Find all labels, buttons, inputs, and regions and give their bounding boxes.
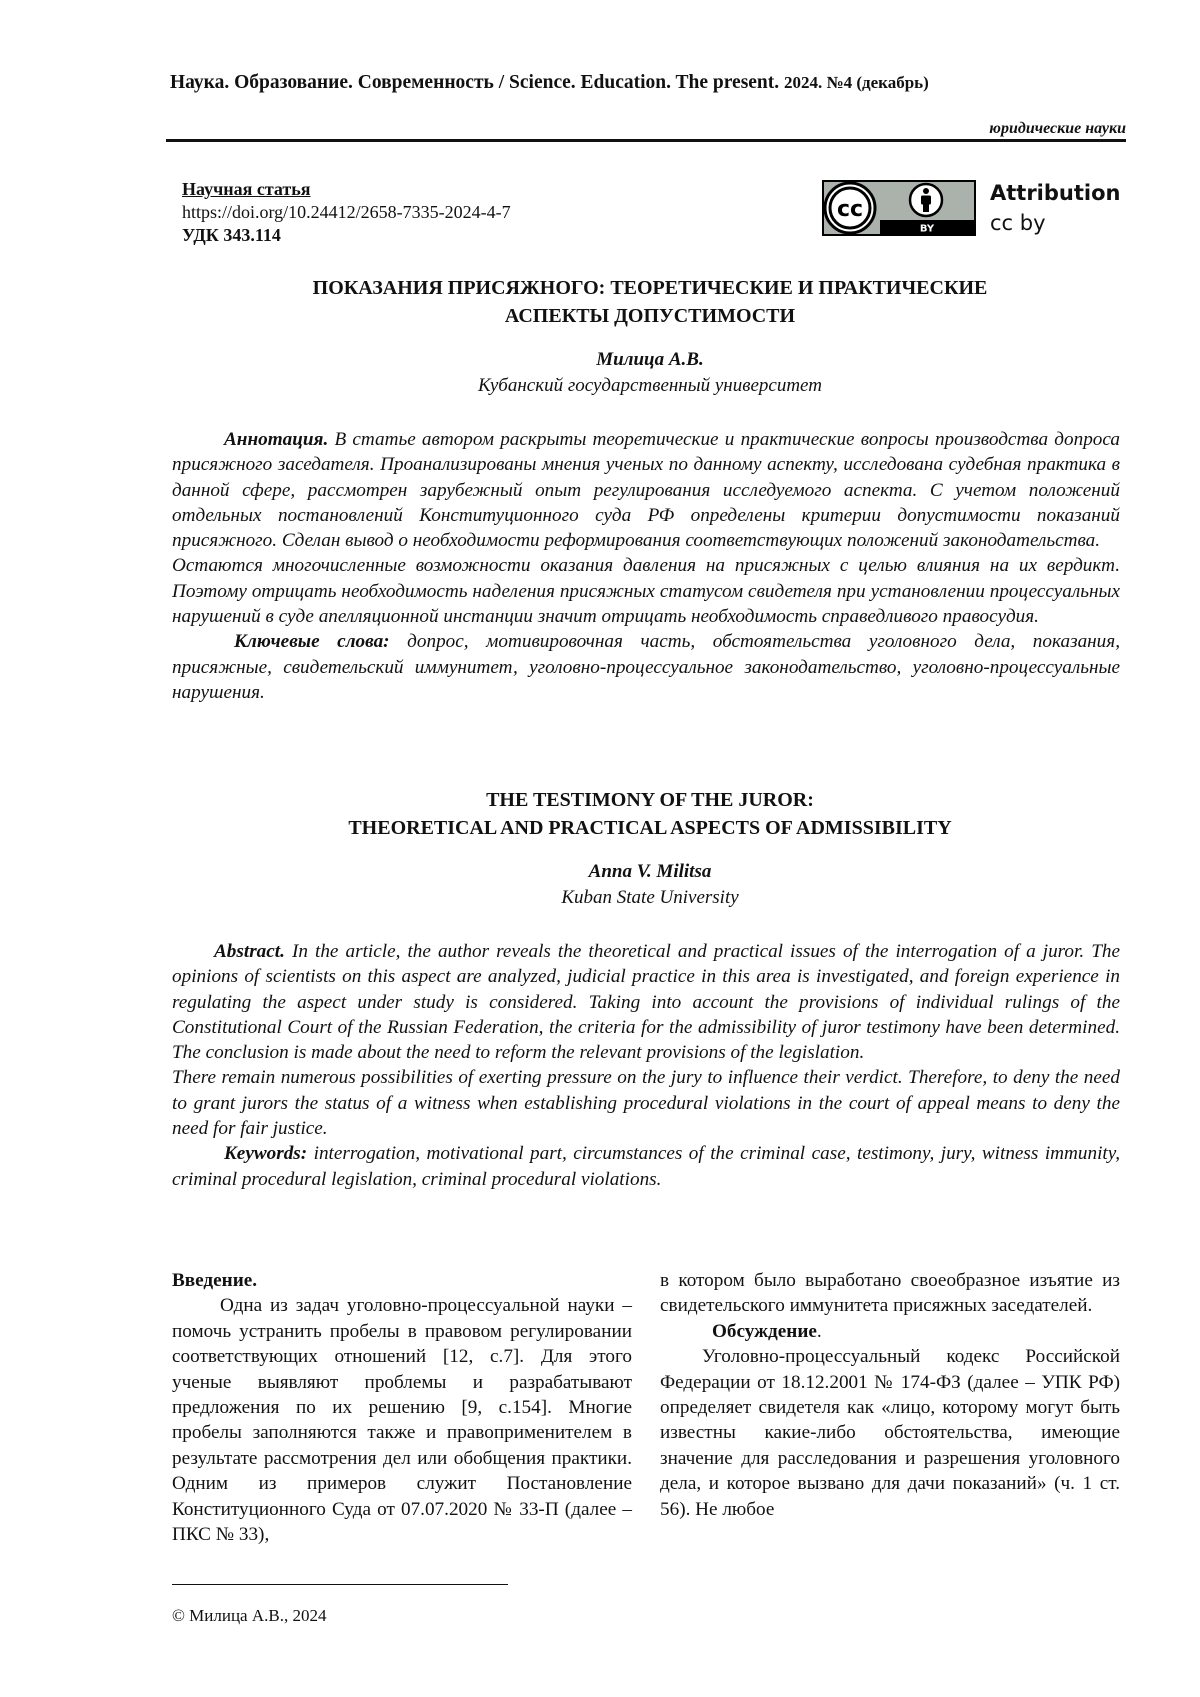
license-attribution: Attribution	[990, 181, 1121, 205]
discussion-heading-dot: .	[816, 1320, 822, 1342]
ru-abstract-text2: Остаются многочисленные возможности оказания давления на присяжных с целью влияния на их вердикт. Поэтому отрицать необходимость наделения присяжных статусом свидетеля при установлении процессуальных нарушений в суде апелляционной инстанции значит отрицать необходимость справедливого правосудия.	[172, 555, 1120, 628]
intro-heading: Введение.	[172, 1270, 258, 1291]
ru-title-line2: АСПЕКТЫ ДОПУСТИМОСТИ	[504, 305, 796, 327]
en-author: Anna V. Militsa	[588, 861, 712, 882]
discussion-text: Уголовно-процессуальный кодекс Российской Федерации от 18.12.2001 № 174-ФЗ (далее – УПК РФ) определяет свидетеля как «лицо, которому могут быть известны какие-либо обстоятельства, имеющие значение для расследования и разрешения уголовного дела, и которое вызвано для дачи показаний» (ч. 1 ст. 56). Не любое	[660, 1346, 1120, 1520]
license-text	[990, 178, 1120, 238]
en-abstract-text2: There remain numerous possibilities of exerting pressure on the jury to influence their verdict. Therefore, to deny the need to grant jurors the status of a witness when establishing procedural violations in the court of appeal means to deny the need for fair justice.	[172, 1067, 1120, 1140]
doi-link[interactable]: https://doi.org/10.24412/2658-7335-2024-4-7	[182, 202, 511, 222]
ru-keywords-text: допрос, мотивировочная часть, обстоятельства уголовного дела, показания, присяжные, свидетельский иммунитет, уголовно-процессуальное законодательство, уголовно-процессуальные нарушения.	[172, 631, 1120, 703]
ru-title-line1: ПОКАЗАНИЯ ПРИСЯЖНОГО: ТЕОРЕТИЧЕСКИЕ И ПРАКТИЧЕСКИЕ	[312, 277, 988, 299]
en-title-line1: THE TESTIMONY OF THE JUROR:	[486, 789, 814, 811]
header-rule	[166, 139, 1126, 142]
attribution-person-icon	[910, 184, 942, 216]
footnote-rule	[172, 1584, 508, 1585]
intro-text: Одна из задач уголовно-процессуальной науки – помочь устранить пробелы в правовом регулировании соответствующих отношений [12, с.7]. Для этого ученые выявляют проблемы и разрабатывают предложения по их решению [9, с.154]. Многие пробелы заполняются также и правоприменителем в результате рассмотрения дел или обобщения практики. Одним из примеров служит Постановление Конституционного Суда от 07.07.2020 № 33-П (далее – ПКС № 33),	[172, 1295, 632, 1546]
ru-keywords-label: Ключевые слова:	[234, 631, 390, 653]
en-abstract	[172, 939, 1120, 1192]
en-abstract-text: In the article, the author reveals the theoretical and practical issues of the interrogation of a juror. The opinions of scientists on this aspect are analyzed, judicial practice in this area is investigated, and foreign experience in regulating the aspect under study is considered. Taking into account the provisions of individual rulings of the Constitutional Court of the Russian Federation, the criteria for the admissibility of juror testimony have been determined. The conclusion is made about the need to reform the relevant provisions of the legislation.	[172, 941, 1121, 1064]
cc-label: cc	[836, 197, 864, 222]
ru-abstract-text: В статье автором раскрыты теоретические и практические вопросы производства допроса присяжного заседателя. Проанализированы мнения ученых по данному аспекту, исследована судебная практика в данной сфере, рассмотрен зарубежный опыт регулирования исследуемого аспекта. С учетом положений отдельных постановлений Конституционного суда РФ определены критерии допустимости показаний присяжного. Сделан вывод о необходимости реформирования соответствующих положений законодательства.	[172, 429, 1120, 552]
en-title	[170, 786, 1130, 842]
udk-code: УДК 343.114	[182, 225, 281, 245]
ru-author: Милица А.В.	[596, 349, 704, 370]
cc-by-label: BY	[919, 223, 935, 235]
article-meta	[182, 178, 511, 247]
ru-abstract	[172, 427, 1120, 705]
discussion-heading: Обсуждение	[712, 1320, 817, 1342]
cc-by-license-icon	[822, 180, 976, 236]
article-type: Научная статья	[182, 179, 311, 199]
intro-continuation: в котором было выработано своеобразное изъятие из свидетельского иммунитета присяжных заседателей.	[660, 1270, 1120, 1317]
ru-affiliation: Кубанский государственный университет	[478, 375, 822, 396]
en-title-line2: THEORETICAL AND PRACTICAL ASPECTS OF ADMISSIBILITY	[348, 817, 952, 839]
body-column-right	[660, 1268, 1120, 1522]
en-abstract-label: Abstract.	[214, 941, 285, 962]
journal-title: Наука. Образование. Современность / Science. Education. The present.	[170, 72, 780, 93]
ru-title	[170, 274, 1130, 330]
ru-abstract-label: Аннотация.	[224, 429, 329, 450]
en-keywords-label: Keywords:	[224, 1143, 308, 1165]
copyright: © Милица А.В., 2024	[172, 1606, 327, 1625]
license-ccby: cc by	[990, 211, 1046, 235]
journal-issue: 2024. №4 (декабрь)	[784, 73, 929, 92]
section-label: юридические науки	[989, 120, 1126, 137]
en-affiliation: Kuban State University	[561, 887, 739, 908]
en-keywords-text: interrogation, motivational part, circumstances of the criminal case, testimony, jury, witness immunity, criminal procedural legislation, criminal procedural violations.	[172, 1143, 1120, 1190]
body-column-left	[172, 1268, 632, 1547]
journal-header	[170, 72, 1130, 94]
